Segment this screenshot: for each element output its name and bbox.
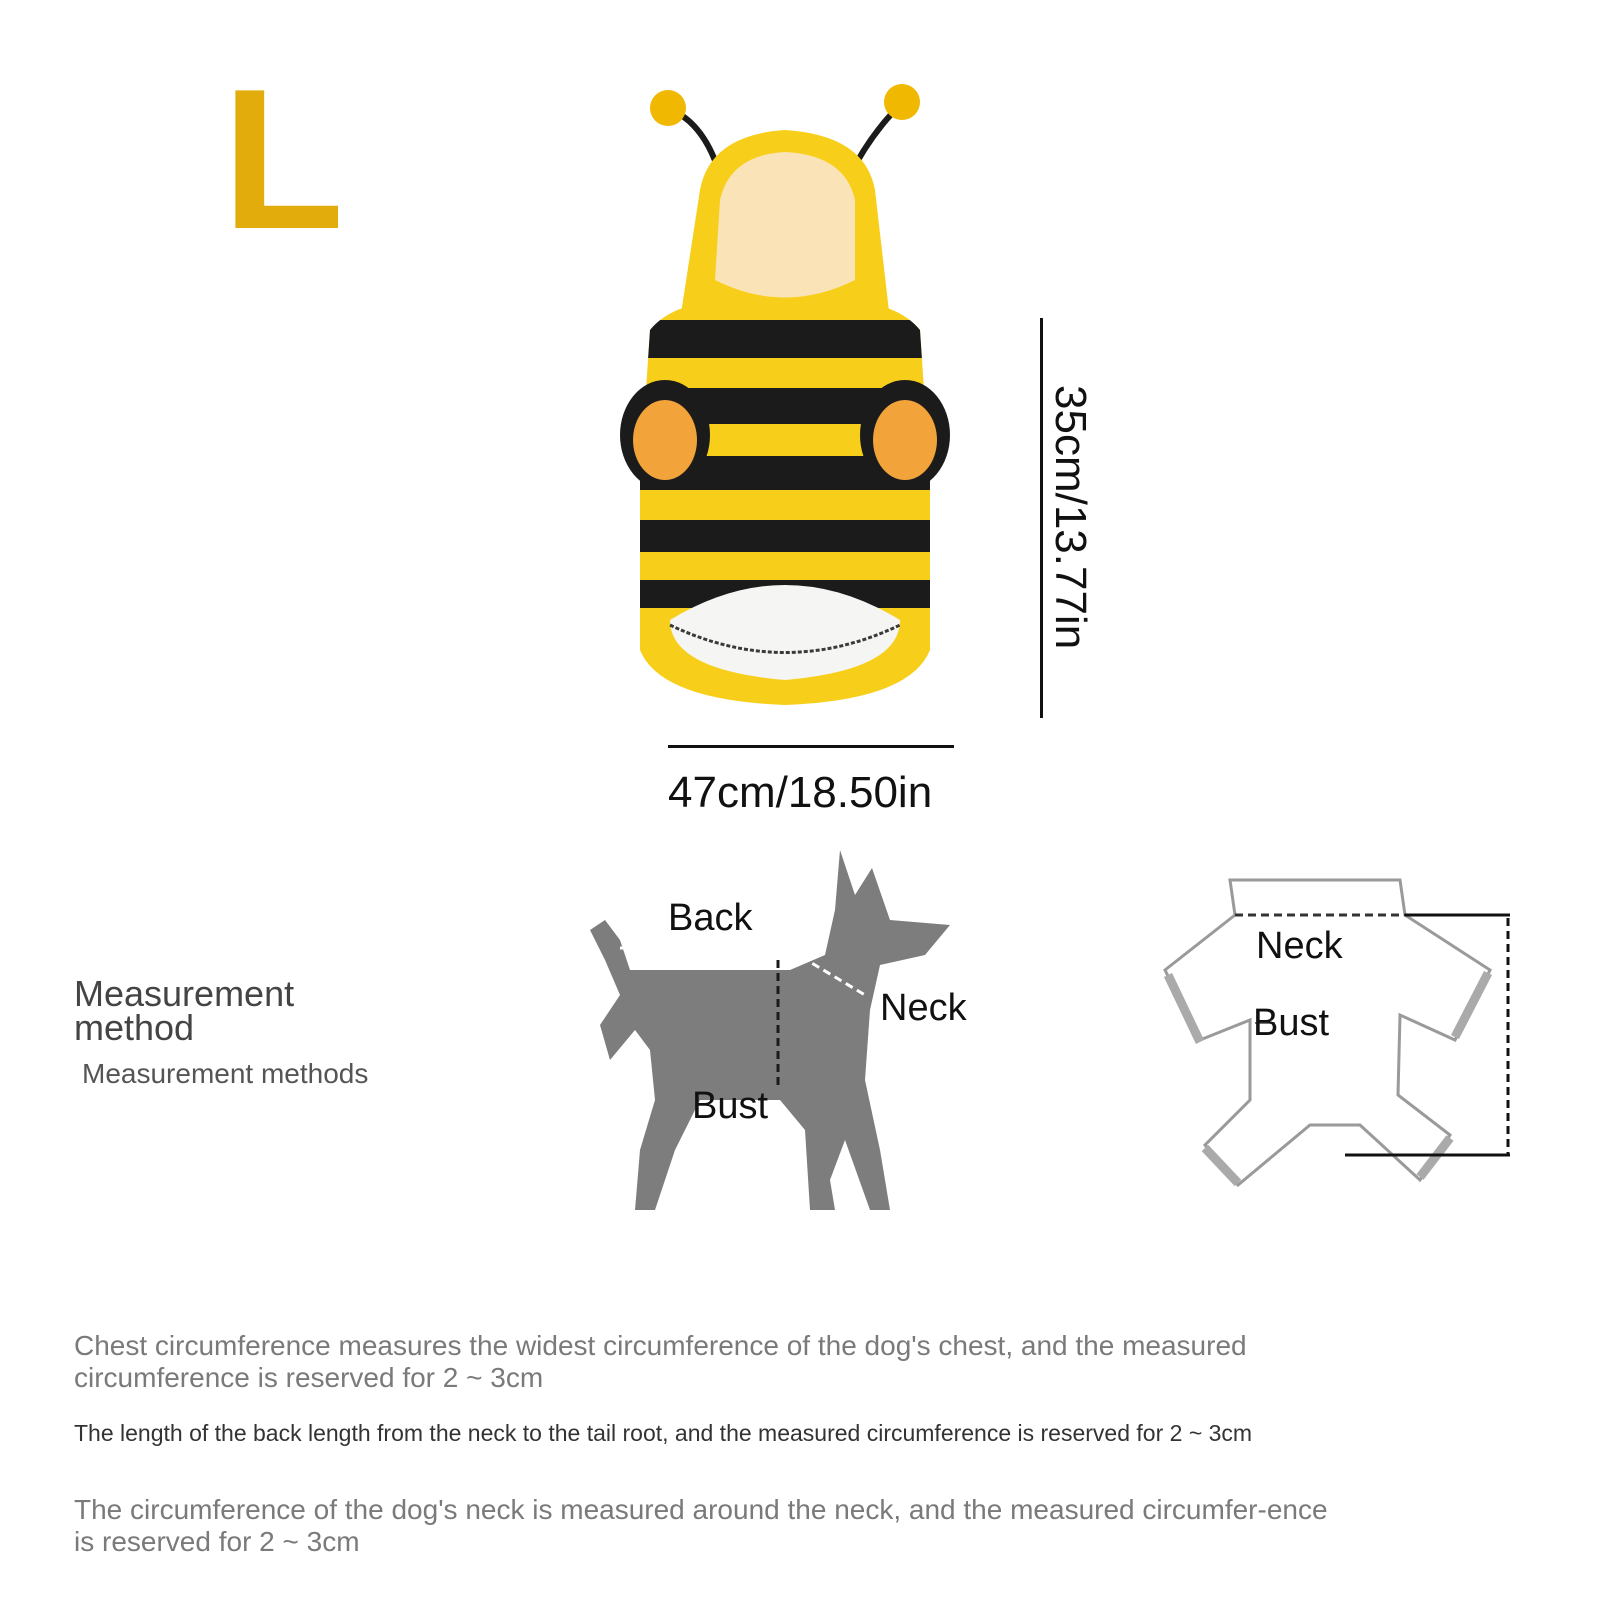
garment-neck-label: Neck — [1256, 925, 1343, 967]
method-title: Measurement method — [74, 973, 295, 1048]
dog-neck-label: Neck — [880, 987, 967, 1029]
width-measure-label: 47cm/18.50in — [668, 768, 933, 817]
garment-measurement-diagram — [1150, 870, 1550, 1230]
dog-bust-label: Bust — [692, 1085, 769, 1127]
garment-bust-label: Bust — [1253, 1002, 1330, 1044]
bee-hoodie-image — [610, 80, 960, 720]
dog-silhouette — [590, 850, 950, 1210]
dog-back-label: Back — [668, 897, 753, 939]
neck-measure-note: The circumference of the dog's neck is measured around the neck, and the measured circumfer-ence is reserved for 2 ~ 3cm — [74, 1494, 1328, 1557]
length-measure-line — [1040, 318, 1043, 718]
back-measure-note: The length of the back length from the neck to the tail root, and the measured circumference is reserved for 2 ~ 3cm — [74, 1420, 1253, 1446]
chest-measure-note: Chest circumference measures the widest circumference of the dog's chest, and the measured circumference is reserved for 2 ~ 3cm — [74, 1330, 1247, 1393]
width-measure-line — [668, 745, 954, 748]
size-label: L — [222, 48, 345, 271]
method-subtitle: Measurement methods — [82, 1058, 369, 1089]
dog-measurement-diagram — [580, 850, 1020, 1230]
length-measure-label: 35cm/13.77in — [1046, 385, 1095, 650]
